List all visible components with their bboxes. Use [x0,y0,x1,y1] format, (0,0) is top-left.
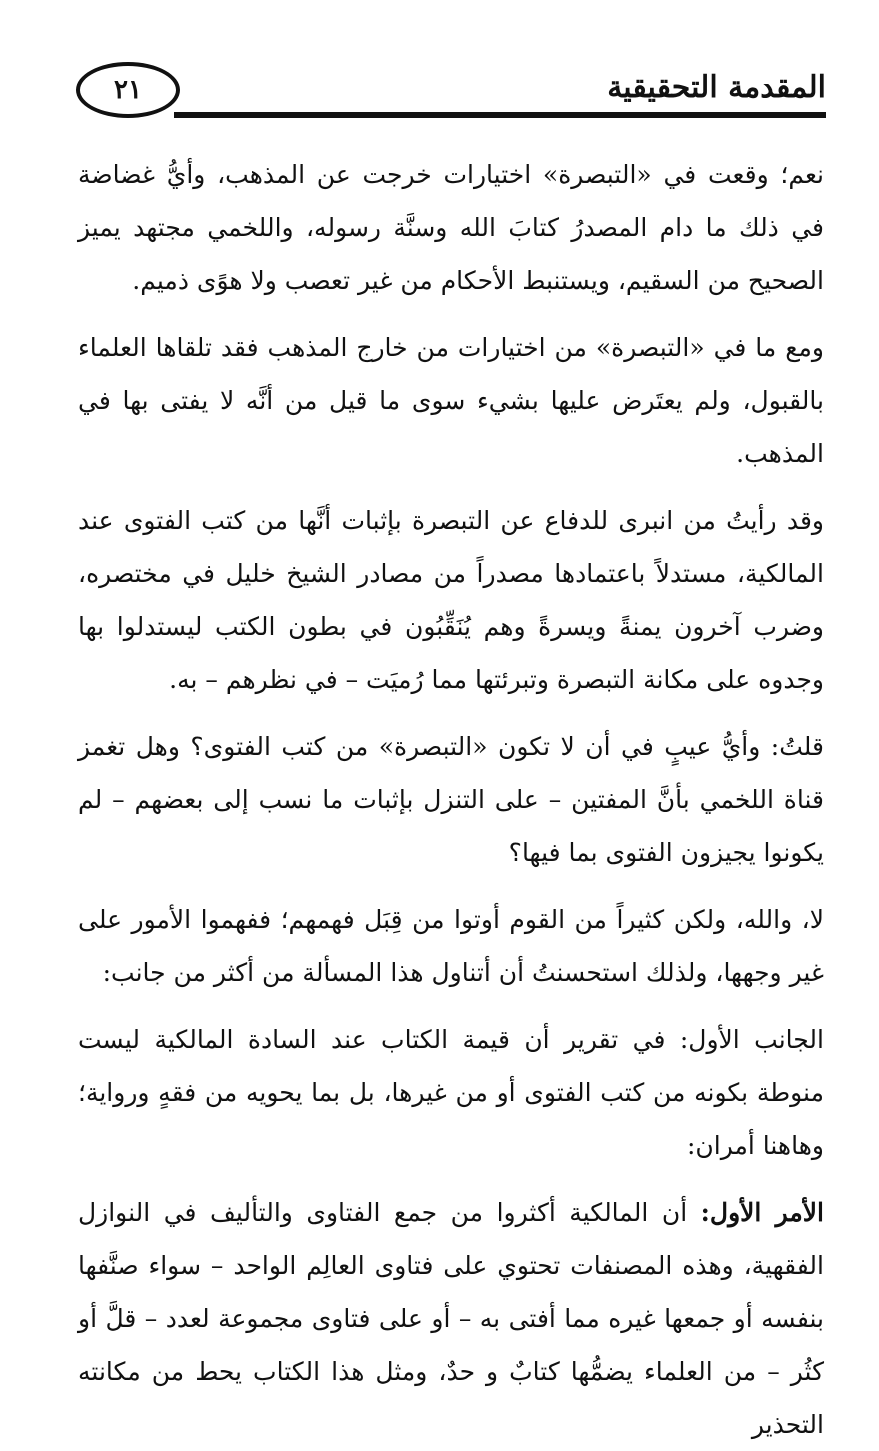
paragraph-text: لا، والله، ولكن كثيراً من القوم أوتوا من قِبَل فهمهم؛ ففهموا الأمور على غير وجهها، ولذلك استحسنتُ أن أتناول هذا المسألة من أكثر من جانب: [78,905,824,987]
page-header [70,58,826,118]
paragraph [78,720,824,879]
header-rule [174,112,826,118]
body-text [78,148,824,1451]
paragraph-text: قلتُ: وأيُّ عيبٍ في أن لا تكون «التبصرة» من كتب الفتوى؟ وهل تغمز قناة اللخمي بأنَّ المفتين – على التنزل بإثبات ما نسب إلى بعضهم – لم يكونوا يجيزون الفتوى بما فيها؟ [78,732,825,867]
paragraph-text: الجانب الأول: في تقرير أن قيمة الكتاب عند السادة المالكية ليست منوطة بكونه من كتب الفتوى أو من غيرها، بل بما يحويه من فقهٍ ورواية؛ وهاهنا أمران: [78,1025,824,1160]
running-title: المقدمة التحقيقية [607,70,826,105]
paragraph-text: نعم؛ وقعت في «التبصرة» اختيارات خرجت عن المذهب، وأيُّ غضاضة في ذلك ما دام المصدرُ كتابَ الله وسنَّة رسوله، واللخمي مجتهد يميز الصحيح من السقيم، ويستنبط الأحكام من غير تعصب ولا هوًى ذميم. [78,160,824,295]
paragraph [78,1013,824,1172]
paragraph-lead: الأمر الأول: [700,1198,825,1227]
paragraph-text: ومع ما في «التبصرة» من اختيارات من خارج المذهب فقد تلقاها العلماء بالقبول، ولم يعتَرض عليها بشيء سوى ما قيل من أنَّه لا يفتى بها في المذهب. [78,333,824,468]
paragraph [78,321,824,480]
paragraph [78,148,824,307]
paragraph [78,1186,824,1451]
paragraph [78,494,824,706]
page-number: ٢١ [76,62,180,118]
paragraph-text: أن المالكية أكثروا من جمع الفتاوى والتأليف في النوازل الفقهية، وهذه المصنفات تحتوي على فتاوى العالِم الواحد – سواء صنَّفها بنفسه أو جمعها غيره مما أفتى به – أو على فتاوى مجموعة لعدد – قلَّ أو كثُر – من العلماء يضمُّها كتابٌ و حدٌ، ومثل هذا الكتاب يحط من مكانته التحذير [78,1198,824,1439]
paragraph [78,893,824,999]
paragraph-text: وقد رأيتُ من انبرى للدفاع عن التبصرة بإثبات أنَّها من كتب الفتوى عند المالكية، مستدلاً باعتمادها مصدراً من مصادر الشيخ خليل في مختصره، وضرب آخرون يمنةً ويسرةً وهم يُنَقِّبُون في بطون الكتب ليستدلوا بها وجدوه على مكانة التبصرة وتبرئتها مما رُميَت – في نظرهم – به. [78,506,824,694]
